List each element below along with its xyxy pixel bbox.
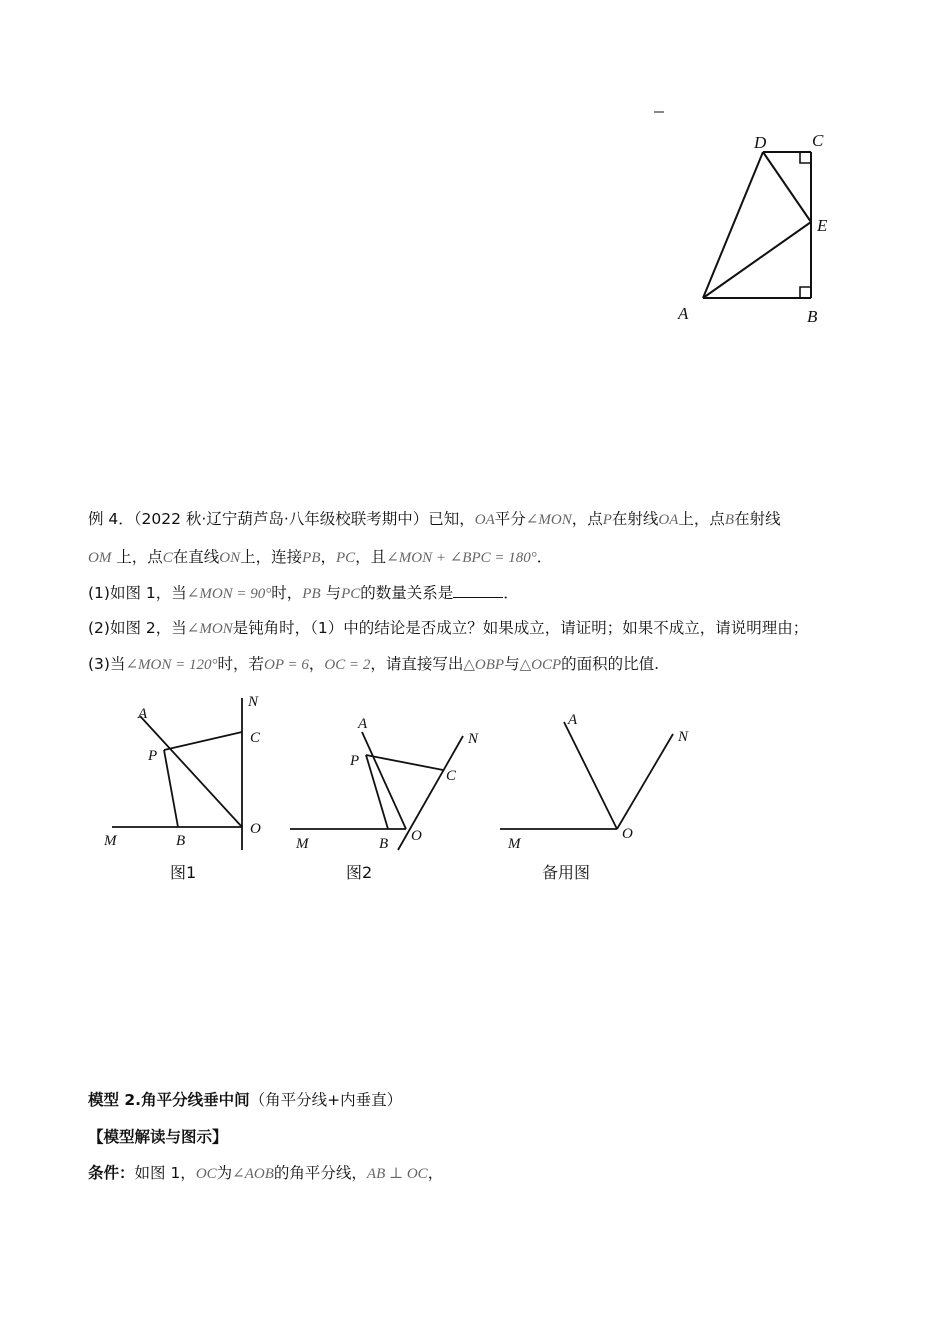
figure-1 <box>112 698 242 850</box>
fig1-label-o: O <box>250 821 261 837</box>
label-c: C <box>812 131 824 150</box>
fig2-label-a: A <box>358 716 368 732</box>
question-2: (2)如图 2，当∠MON是钝角时，（1）中的结论是否成立？如果成立，请证明；如果不成立，请说明理由； <box>88 619 809 637</box>
fig1-caption: 图1 <box>170 863 197 882</box>
fig1-label-p: P <box>148 748 158 764</box>
question-3: (3)当∠MON = 120°时，若OP = 6，OC = 2，请直接写出△OBP与△OCP的面积的比值. <box>88 655 660 673</box>
label-d: D <box>754 133 767 152</box>
question-1: (1)如图 1，当∠MON = 90°时，PB 与PC的数量关系是 ． <box>88 584 519 602</box>
fig2-label-m: M <box>296 836 309 852</box>
fig2-label-n: N <box>468 731 479 747</box>
figures-row <box>90 688 740 888</box>
label-e: E <box>817 216 828 235</box>
fig3-label-a: A <box>568 712 578 728</box>
label-a: A <box>678 304 689 323</box>
fig1-label-c: C <box>250 730 261 746</box>
label-b: B <box>807 307 818 326</box>
fig2-label-o: O <box>411 828 422 844</box>
fig3-label-n: N <box>678 729 689 745</box>
fig3-caption: 备用图 <box>542 863 591 882</box>
model2-section: 【模型解读与图示】 <box>88 1128 228 1146</box>
answer-blank[interactable] <box>453 583 503 598</box>
fig1-label-a: A <box>138 706 148 722</box>
fig3-label-m: M <box>508 836 521 852</box>
fig1-label-b: B <box>176 833 186 849</box>
model2-title: 模型 2.角平分线垂中间（角平分线+内垂直） <box>88 1091 403 1109</box>
top-figure <box>640 110 860 330</box>
fig3-label-o: O <box>622 826 633 842</box>
model2-condition: 条件：如图 1，OC为∠AOB的角平分线，AB ⊥ OC， <box>88 1164 444 1182</box>
fig2-label-p: P <box>350 753 360 769</box>
fig2-caption: 图2 <box>346 863 373 882</box>
fig2-label-c: C <box>446 768 457 784</box>
fig1-label-n: N <box>248 694 259 710</box>
figure-2 <box>290 732 463 850</box>
fig2-label-b: B <box>379 836 389 852</box>
example4-line2: OM 上，点C在直线ON上，连接PB，PC，且∠MON + ∠BPC = 180°． <box>88 548 553 566</box>
example4-line1: 例 4．（2022 秋·辽宁葫芦岛·八年级校联考期中）已知，OA平分∠MON，点P在射线OA上，点B在射线 <box>88 510 781 528</box>
fig1-label-m: M <box>104 833 117 849</box>
figure-backup <box>500 722 673 829</box>
